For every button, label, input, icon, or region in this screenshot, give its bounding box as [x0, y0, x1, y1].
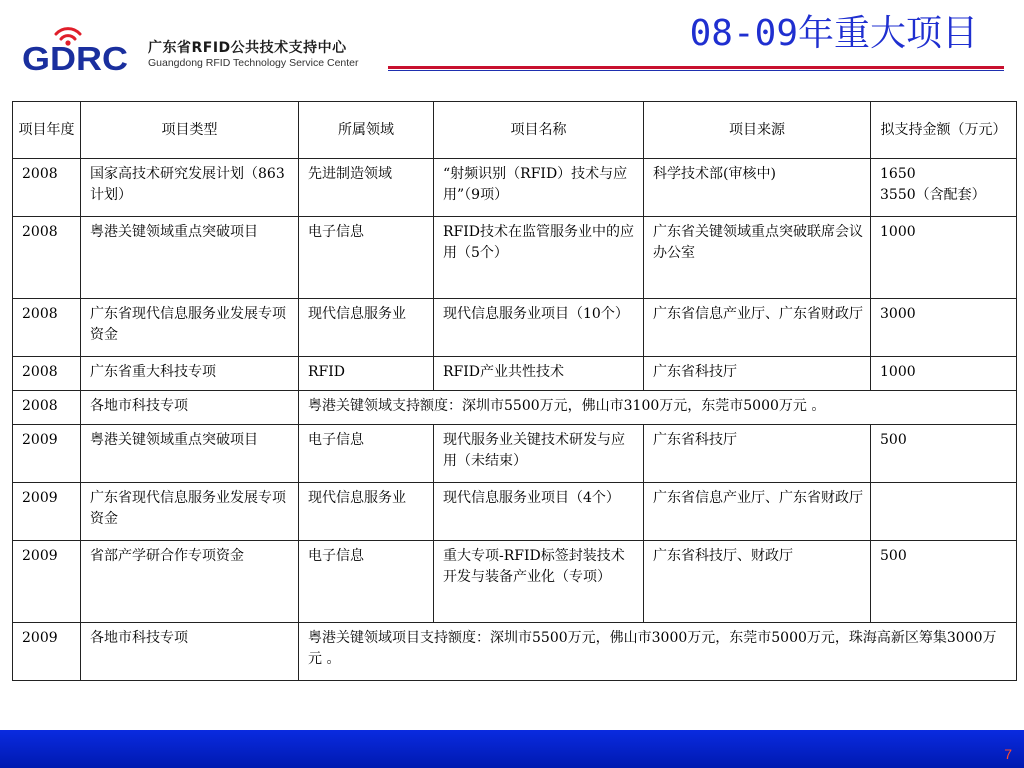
table-row [13, 483, 1017, 541]
org-name-cn: 广东省RFID公共技术支持中心 [148, 40, 347, 56]
cell-merged: 粤港关键领域项目支持额度：深圳市5500万元，佛山市3000万元，东莞市5000万元，珠海高新区筹集3000万元 。 [299, 623, 1017, 681]
cell-amount: 3000 [871, 299, 1017, 357]
wireless-signal-icon [56, 29, 80, 39]
table-row [13, 217, 1017, 299]
slide-title: 08-09年重大项目 [689, 13, 978, 54]
cell-type: 粤港关键领域重点突破项目 [81, 425, 299, 483]
cell-amount: 500 [871, 541, 1017, 623]
cell-source: 广东省信息产业厅、广东省财政厅 [644, 299, 871, 357]
footer-bar [0, 730, 1024, 768]
table-row [13, 299, 1017, 357]
cell-name: 现代信息服务业项目（4个） [434, 483, 644, 541]
cell-source: 广东省关键领域重点突破联席会议办公室 [644, 217, 871, 299]
cell-year: 2008 [13, 391, 81, 425]
cell-amount: 1000 [871, 217, 1017, 299]
cell-year: 2008 [13, 217, 81, 299]
cell-name: 现代信息服务业项目（10个） [434, 299, 644, 357]
table-row [13, 391, 1017, 425]
gdrc-logo [20, 14, 135, 76]
table-row [13, 541, 1017, 623]
cell-year: 2009 [13, 541, 81, 623]
cell-source: 广东省信息产业厅、广东省财政厅 [644, 483, 871, 541]
table-row [13, 425, 1017, 483]
header-field: 所属领域 [299, 102, 434, 159]
cell-name: RFID技术在监管服务业中的应用（5个） [434, 217, 644, 299]
cell-name: RFID产业共性技术 [434, 357, 644, 391]
title-rule-red [388, 66, 1004, 69]
cell-year: 2009 [13, 425, 81, 483]
cell-type: 粤港关键领域重点突破项目 [81, 217, 299, 299]
page-number: 7 [1004, 746, 1012, 762]
cell-type: 省部产学研合作专项资金 [81, 541, 299, 623]
logo-wordmark: GDRC [22, 40, 128, 76]
cell-year: 2009 [13, 623, 81, 681]
cell-field: 电子信息 [299, 217, 434, 299]
table-row [13, 623, 1017, 681]
cell-name: “射频识别（RFID）技术与应用”（9项） [434, 159, 644, 217]
cell-merged: 粤港关键领域支持额度：深圳市5500万元，佛山市3100万元，东莞市5000万元 。 [299, 391, 1017, 425]
cell-field: 现代信息服务业 [299, 299, 434, 357]
cell-source: 广东省科技厅、财政厅 [644, 541, 871, 623]
cell-field: 电子信息 [299, 541, 434, 623]
cell-year: 2008 [13, 357, 81, 391]
cell-amount: 1650 3550（含配套） [871, 159, 1017, 217]
cell-name: 现代服务业关键技术研发与应用（未结束） [434, 425, 644, 483]
cell-amount: 1000 [871, 357, 1017, 391]
header-year: 项目年度 [13, 102, 81, 159]
header-name: 项目名称 [434, 102, 644, 159]
cell-source: 科学技术部(审核中) [644, 159, 871, 217]
cell-type: 国家高技术研究发展计划（863计划） [81, 159, 299, 217]
org-name-en: Guangdong RFID Technology Service Center [148, 57, 359, 69]
org-name [148, 40, 359, 70]
cell-field: 现代信息服务业 [299, 483, 434, 541]
cell-type: 广东省现代信息服务业发展专项资金 [81, 483, 299, 541]
table-row [13, 357, 1017, 391]
cell-year: 2009 [13, 483, 81, 541]
projects-table [12, 101, 1017, 681]
cell-type: 广东省现代信息服务业发展专项资金 [81, 299, 299, 357]
cell-field: 先进制造领域 [299, 159, 434, 217]
cell-amount [871, 483, 1017, 541]
cell-type: 各地市科技专项 [81, 391, 299, 425]
header-type: 项目类型 [81, 102, 299, 159]
cell-field: 电子信息 [299, 425, 434, 483]
header-amount: 拟支持金额（万元） [871, 102, 1017, 159]
cell-field: RFID [299, 357, 434, 391]
cell-source: 广东省科技厅 [644, 425, 871, 483]
header-source: 项目来源 [644, 102, 871, 159]
cell-type: 广东省重大科技专项 [81, 357, 299, 391]
cell-year: 2008 [13, 299, 81, 357]
title-rule-blue [388, 70, 1004, 71]
table-row [13, 159, 1017, 217]
cell-amount: 500 [871, 425, 1017, 483]
cell-type: 各地市科技专项 [81, 623, 299, 681]
cell-name: 重大专项-RFID标签封装技术开发与装备产业化（专项） [434, 541, 644, 623]
cell-source: 广东省科技厅 [644, 357, 871, 391]
cell-year: 2008 [13, 159, 81, 217]
table-header-row [13, 102, 1017, 159]
